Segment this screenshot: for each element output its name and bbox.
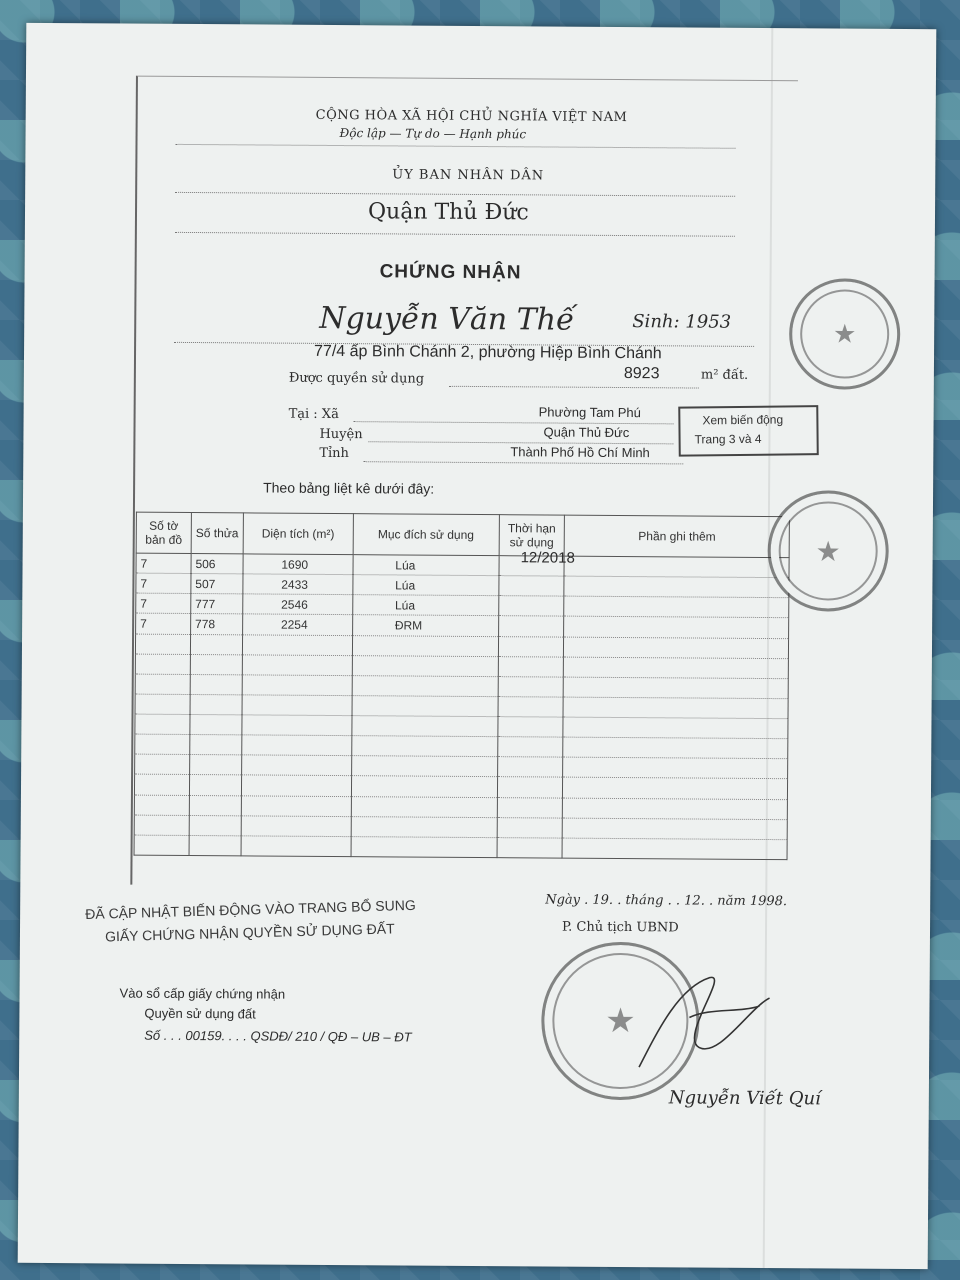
cell-area: 1690 [243,554,353,575]
document-title: CHỨNG NHẬN [379,261,522,284]
header-area: Diện tích (m²) [243,513,353,555]
committee-title: ỦY BAN NHÂN DÂN [392,167,545,184]
district-heading: Quận Thủ Đức [367,199,529,226]
header-map-sheet: Số tờ bản đồ [136,512,191,553]
header-notes: Phần ghi thêm [565,515,790,558]
registry-line1: Vào sổ cấp giấy chứng nhận [119,985,286,1002]
cell-area: 2546 [243,594,353,615]
header-term-label: Thời hạn sử dụng [507,521,556,550]
holder-birth: Sinh: 1953 [632,311,732,333]
cell-notes [564,616,789,638]
province-value: Thành Phố Hồ Chí Minh [510,444,650,461]
cell-area: 2254 [242,614,352,635]
revision-stamp-line2: Trang 3 và 4 [694,431,762,447]
term-note: 12/2018 [520,549,575,567]
district-value: Quận Thủ Đức [543,424,630,441]
revision-stamp-line1: Xem biến động [702,412,784,428]
district-label: Huyện [319,426,363,443]
signer-name: Nguyễn Viết Quí [668,1087,821,1110]
area-value: 8923 [623,365,660,383]
seal-stamp-top [789,278,901,390]
cell-term [498,616,564,637]
parcel-table [134,512,790,861]
holder-name: Nguyễn Văn Thế [319,300,575,338]
star-icon: ★ [832,318,857,350]
cell-notes [564,576,789,598]
country-name: CỘNG HÒA XÃ HỘI CHỦ NGHĨA VIỆT NAM [315,107,628,126]
cell-parcel: 777 [191,594,243,614]
cell-map: 7 [136,593,191,614]
cell-notes [564,556,789,578]
star-icon: ★ [815,534,841,568]
header-parcel: Số thửa [191,513,243,554]
commune-label: Tại : Xã [288,406,339,423]
cell-map: 7 [136,553,191,574]
cell-purpose: ĐRM [352,615,498,636]
cell-notes [564,596,789,618]
area-label: Được quyền sử dụng [288,370,425,387]
cell-map: 7 [136,573,191,594]
cell-purpose: Lúa [353,575,499,596]
cell-parcel: 506 [191,554,243,574]
cell-term [498,576,564,597]
cell-purpose: Lúa [353,555,499,576]
update-stamp-line2: GIẤY CHỨNG NHẬN QUYỀN SỬ DỤNG ĐẤT [104,920,395,945]
commune-value: Phường Tam Phú [538,404,641,421]
area-unit: m² đất. [700,367,749,383]
province-label: Tỉnh [319,445,349,462]
signer-title: P. Chủ tịch UBND [561,919,679,936]
issue-date: Ngày . 19. . tháng . . 12. . năm 1998. [545,892,788,910]
certificate-paper [18,23,937,1269]
update-stamp-line1: ĐÃ CẬP NHẬT BIẾN ĐỘNG VÀO TRANG BỔ SUNG [84,896,416,923]
cell-parcel: 778 [190,614,242,634]
registry-line3: Số . . . 00159. . . . QSDĐ/ 210 / QĐ – UB – ĐT [144,1027,412,1045]
header-purpose: Mục đích sử dụng [353,514,499,556]
revision-stamp [678,405,819,456]
signature-scribble [619,947,790,1098]
cell-term [498,596,564,617]
motto: Độc lập — Tự do — Hạnh phúc [339,126,527,142]
cell-parcel: 507 [191,574,243,594]
holder-address: 77/4 ấp Bình Chánh 2, phường Hiệp Bình Chánh [313,342,662,363]
table-intro: Theo bảng liệt kê dưới đây: [263,479,435,497]
table-row [134,835,787,860]
cell-map: 7 [136,613,191,634]
star-icon: ★ [605,1000,636,1042]
seal-stamp-middle [767,490,889,612]
cell-area: 2433 [243,574,353,595]
cell-purpose: Lúa [352,595,498,616]
registry-line2: Quyền sử dụng đất [144,1005,256,1022]
